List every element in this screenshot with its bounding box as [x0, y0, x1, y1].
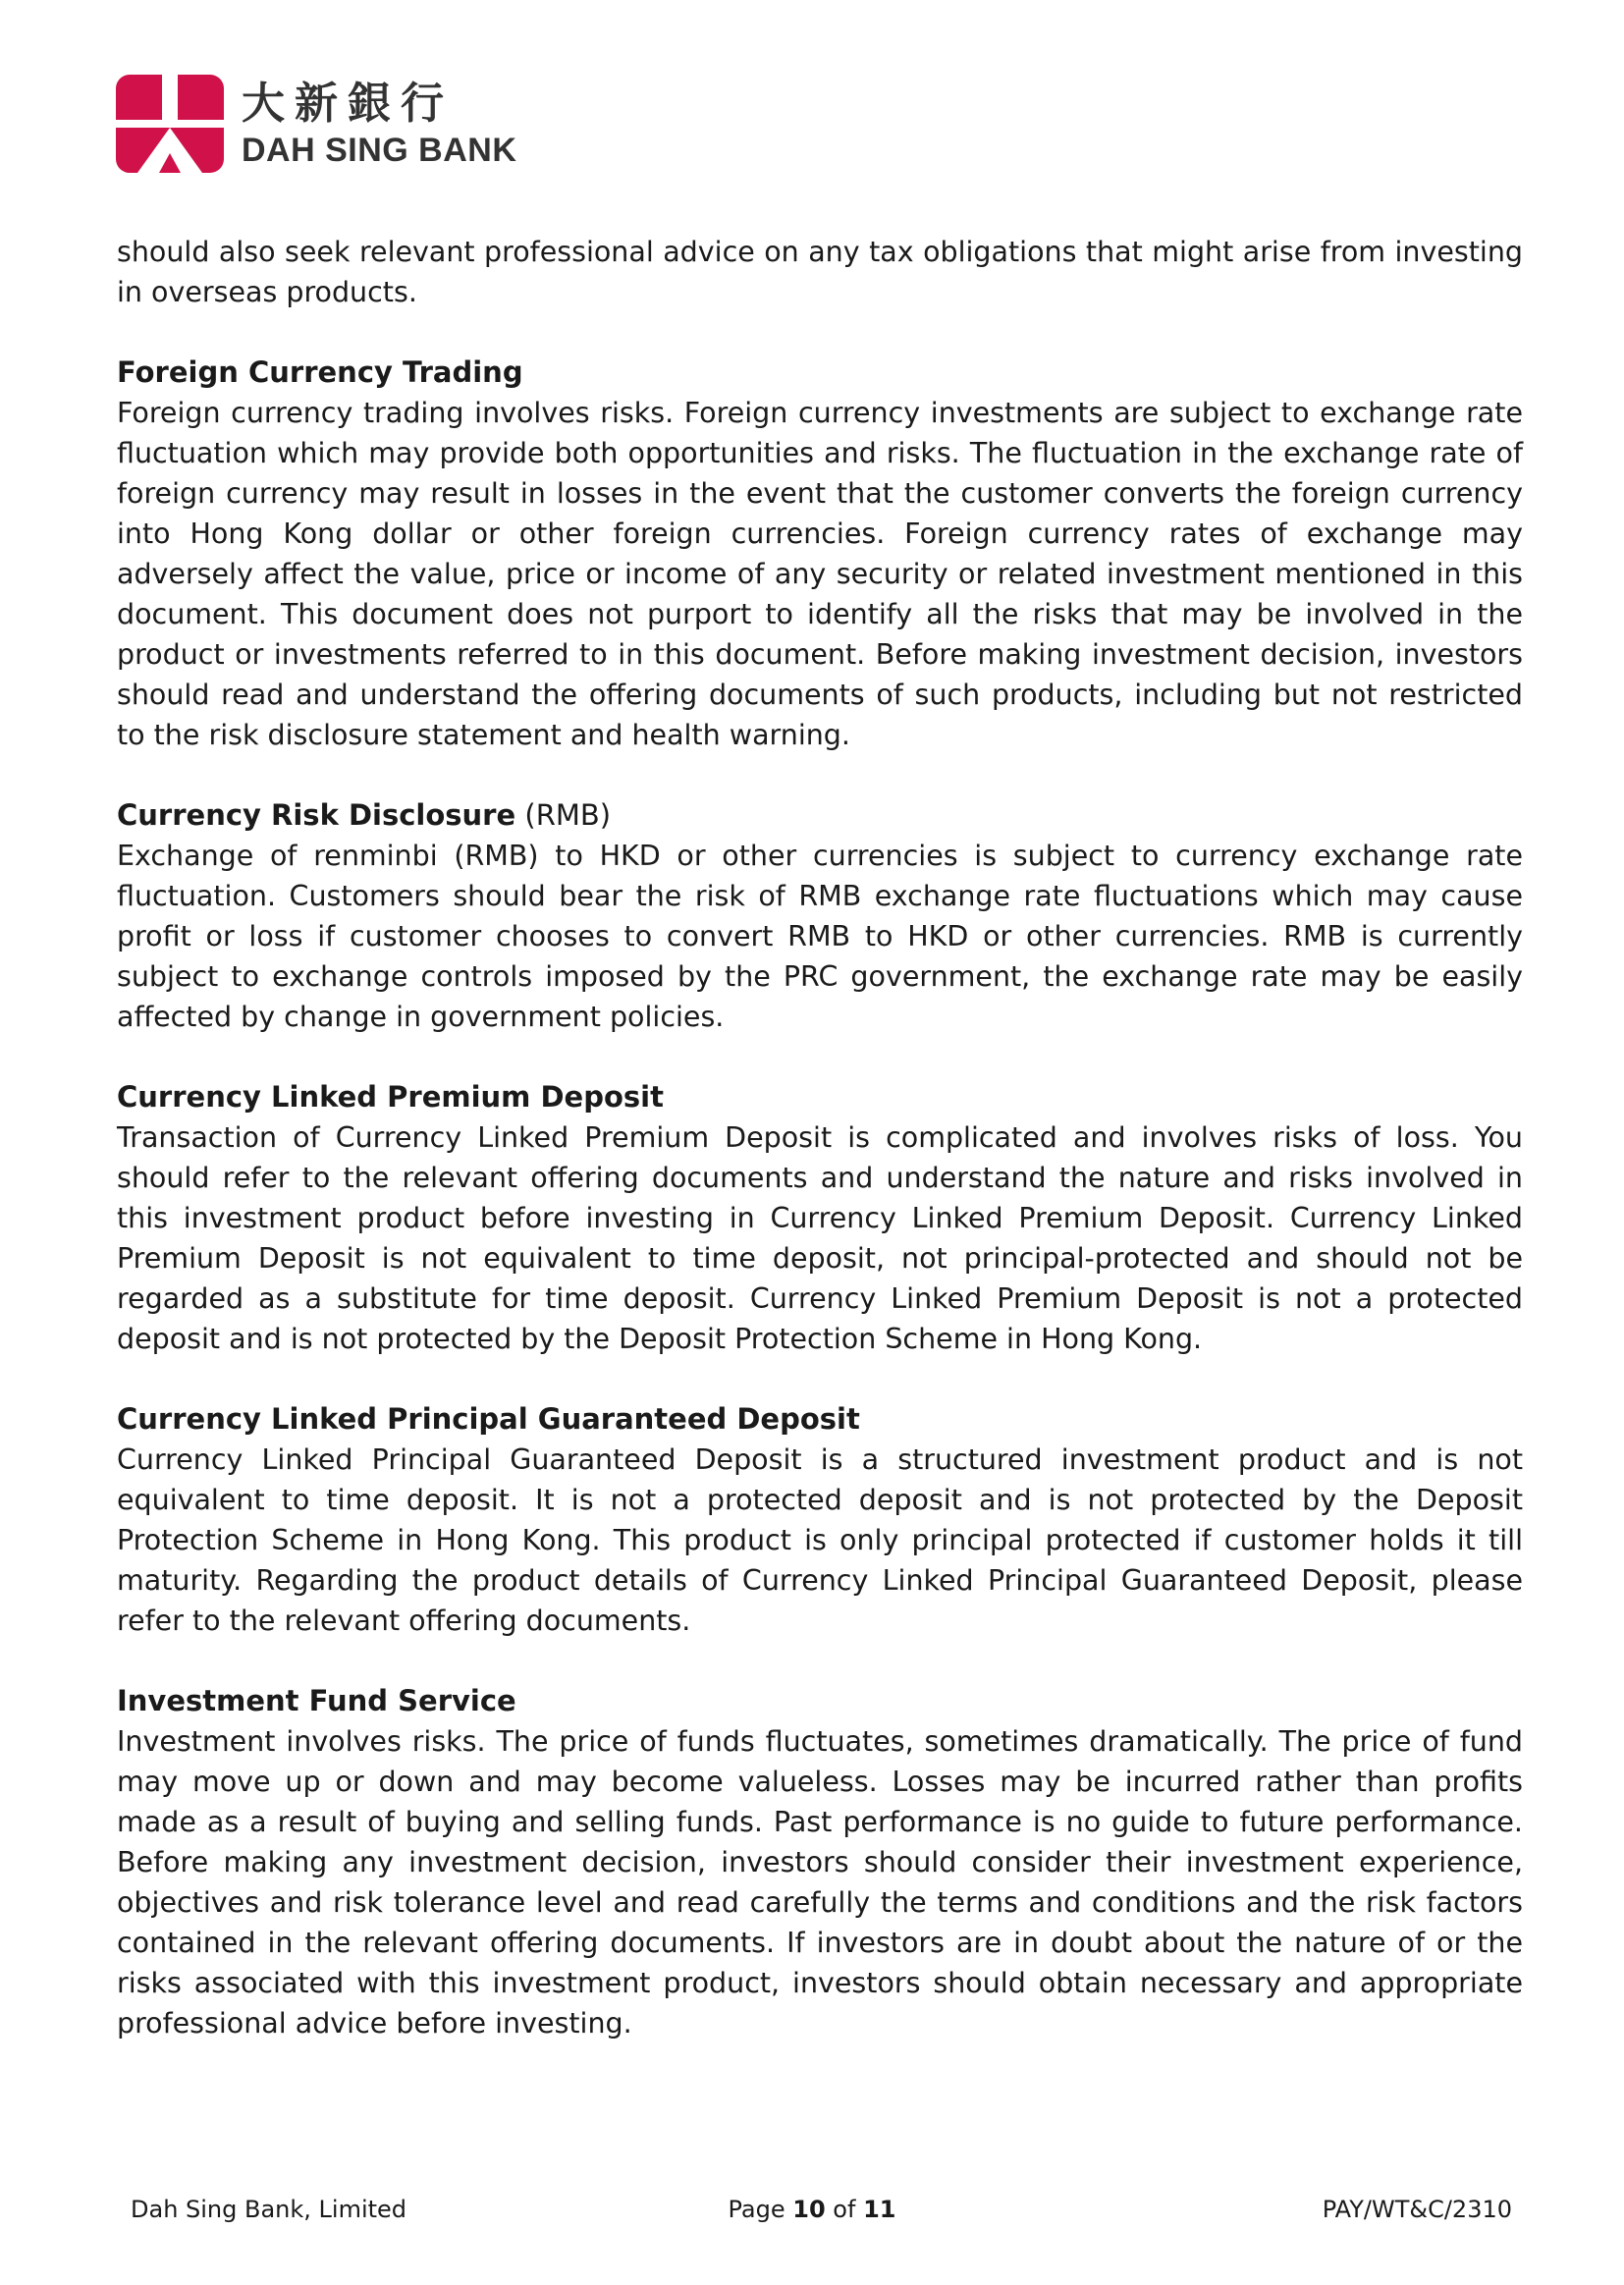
section-currency-linked-premium-deposit — [117, 1077, 1523, 1359]
section-currency-linked-principal-guaranteed-deposit — [117, 1399, 1523, 1641]
footer-doc-code: PAY/WT&C/2310 — [1322, 2196, 1512, 2223]
section-foreign-currency-trading — [117, 353, 1523, 755]
footer-page-number: Page 10 of 11 — [728, 2196, 896, 2223]
dah-sing-logo-mark — [116, 75, 224, 173]
page-footer — [0, 2196, 1624, 2231]
intro-paragraph: should also seek relevant professional advice on any tax obligations that might arise from investing in overseas products. — [117, 236, 1523, 308]
section-body: Foreign currency trading involves risks. Foreign currency investments are subject to exchange rate fluctuation which may provide both opportunities and risks. The fluctuation in the exchange rate of foreign currency may result in losses in the event that the customer converts the foreign currency into Hong Kong dollar or other foreign currencies. Foreign currency rates of exchange may adversely affect the value, price or income of any security or related investment mentioned in this document. This document does not purport to identify all the risks that may be involved in the product or investments referred to in this document. Before making investment decision, investors should read and understand the offering documents of such products, including but not restricted to the risk disclosure statement and health warning. — [117, 397, 1523, 751]
section-heading: Currency Linked Premium Deposit — [117, 1080, 664, 1114]
section-heading: Investment Fund Service — [117, 1684, 516, 1717]
section-body: Exchange of renminbi (RMB) to HKD or other currencies is subject to currency exchange rate fluctuation. Customers should bear the risk of RMB exchange rate fluctuations which may cause profit or loss if customer chooses to convert RMB to HKD or other currencies. RMB is currently subject to exchange controls imposed by the PRC government, the exchange rate may be easily affected by change in government policies. — [117, 840, 1523, 1033]
section-currency-risk-disclosure — [117, 795, 1523, 1037]
bank-logo — [116, 75, 516, 173]
document-body — [117, 232, 1523, 2043]
section-heading: Currency Linked Principal Guaranteed Deposit — [117, 1402, 860, 1436]
section-heading: Currency Risk Disclosure (RMB) — [117, 798, 612, 832]
logo-english-name: DAH SING BANK — [242, 132, 517, 169]
section-heading: Foreign Currency Trading — [117, 355, 523, 389]
section-investment-fund-service — [117, 1681, 1523, 2043]
section-body: Currency Linked Principal Guaranteed Deposit is a structured investment product and is not equivalent to time deposit. It is not a protected deposit and is not protected by the Deposit Protection Scheme in Hong Kong. This product is only principal protected if customer holds it till maturity. Regarding the product details of Currency Linked Principal Guaranteed Deposit, please refer to the relevant offering documents. — [117, 1443, 1523, 1637]
logo-chinese-name: 大新銀行 — [242, 79, 454, 129]
section-body: Investment involves risks. The price of funds fluctuates, sometimes dramatically. The price of fund may move up or down and may become valueless. Losses may be incurred rather than profits made as a result of buying and selling funds. Past performance is no guide to future performance. Before making any investment decision, investors should consider their investment experience, objectives and risk tolerance level and read carefully the terms and conditions and the risk factors contained in the relevant offering documents. If investors are in doubt about the nature of or the risks associated with this investment product, investors should obtain necessary and appropriate professional advice before investing. — [117, 1725, 1523, 2040]
footer-company: Dah Sing Bank, Limited — [131, 2196, 407, 2223]
section-body: Transaction of Currency Linked Premium Deposit is complicated and involves risks of loss. You should refer to the relevant offering documents and understand the nature and risks involved in this investment product before investing in Currency Linked Premium Deposit. Currency Linked Premium Deposit is not equivalent to time deposit, not principal-protected and should not be regarded as a substitute for time deposit. Currency Linked Premium Deposit is not a protected deposit and is not protected by the Deposit Protection Scheme in Hong Kong. — [117, 1121, 1523, 1355]
